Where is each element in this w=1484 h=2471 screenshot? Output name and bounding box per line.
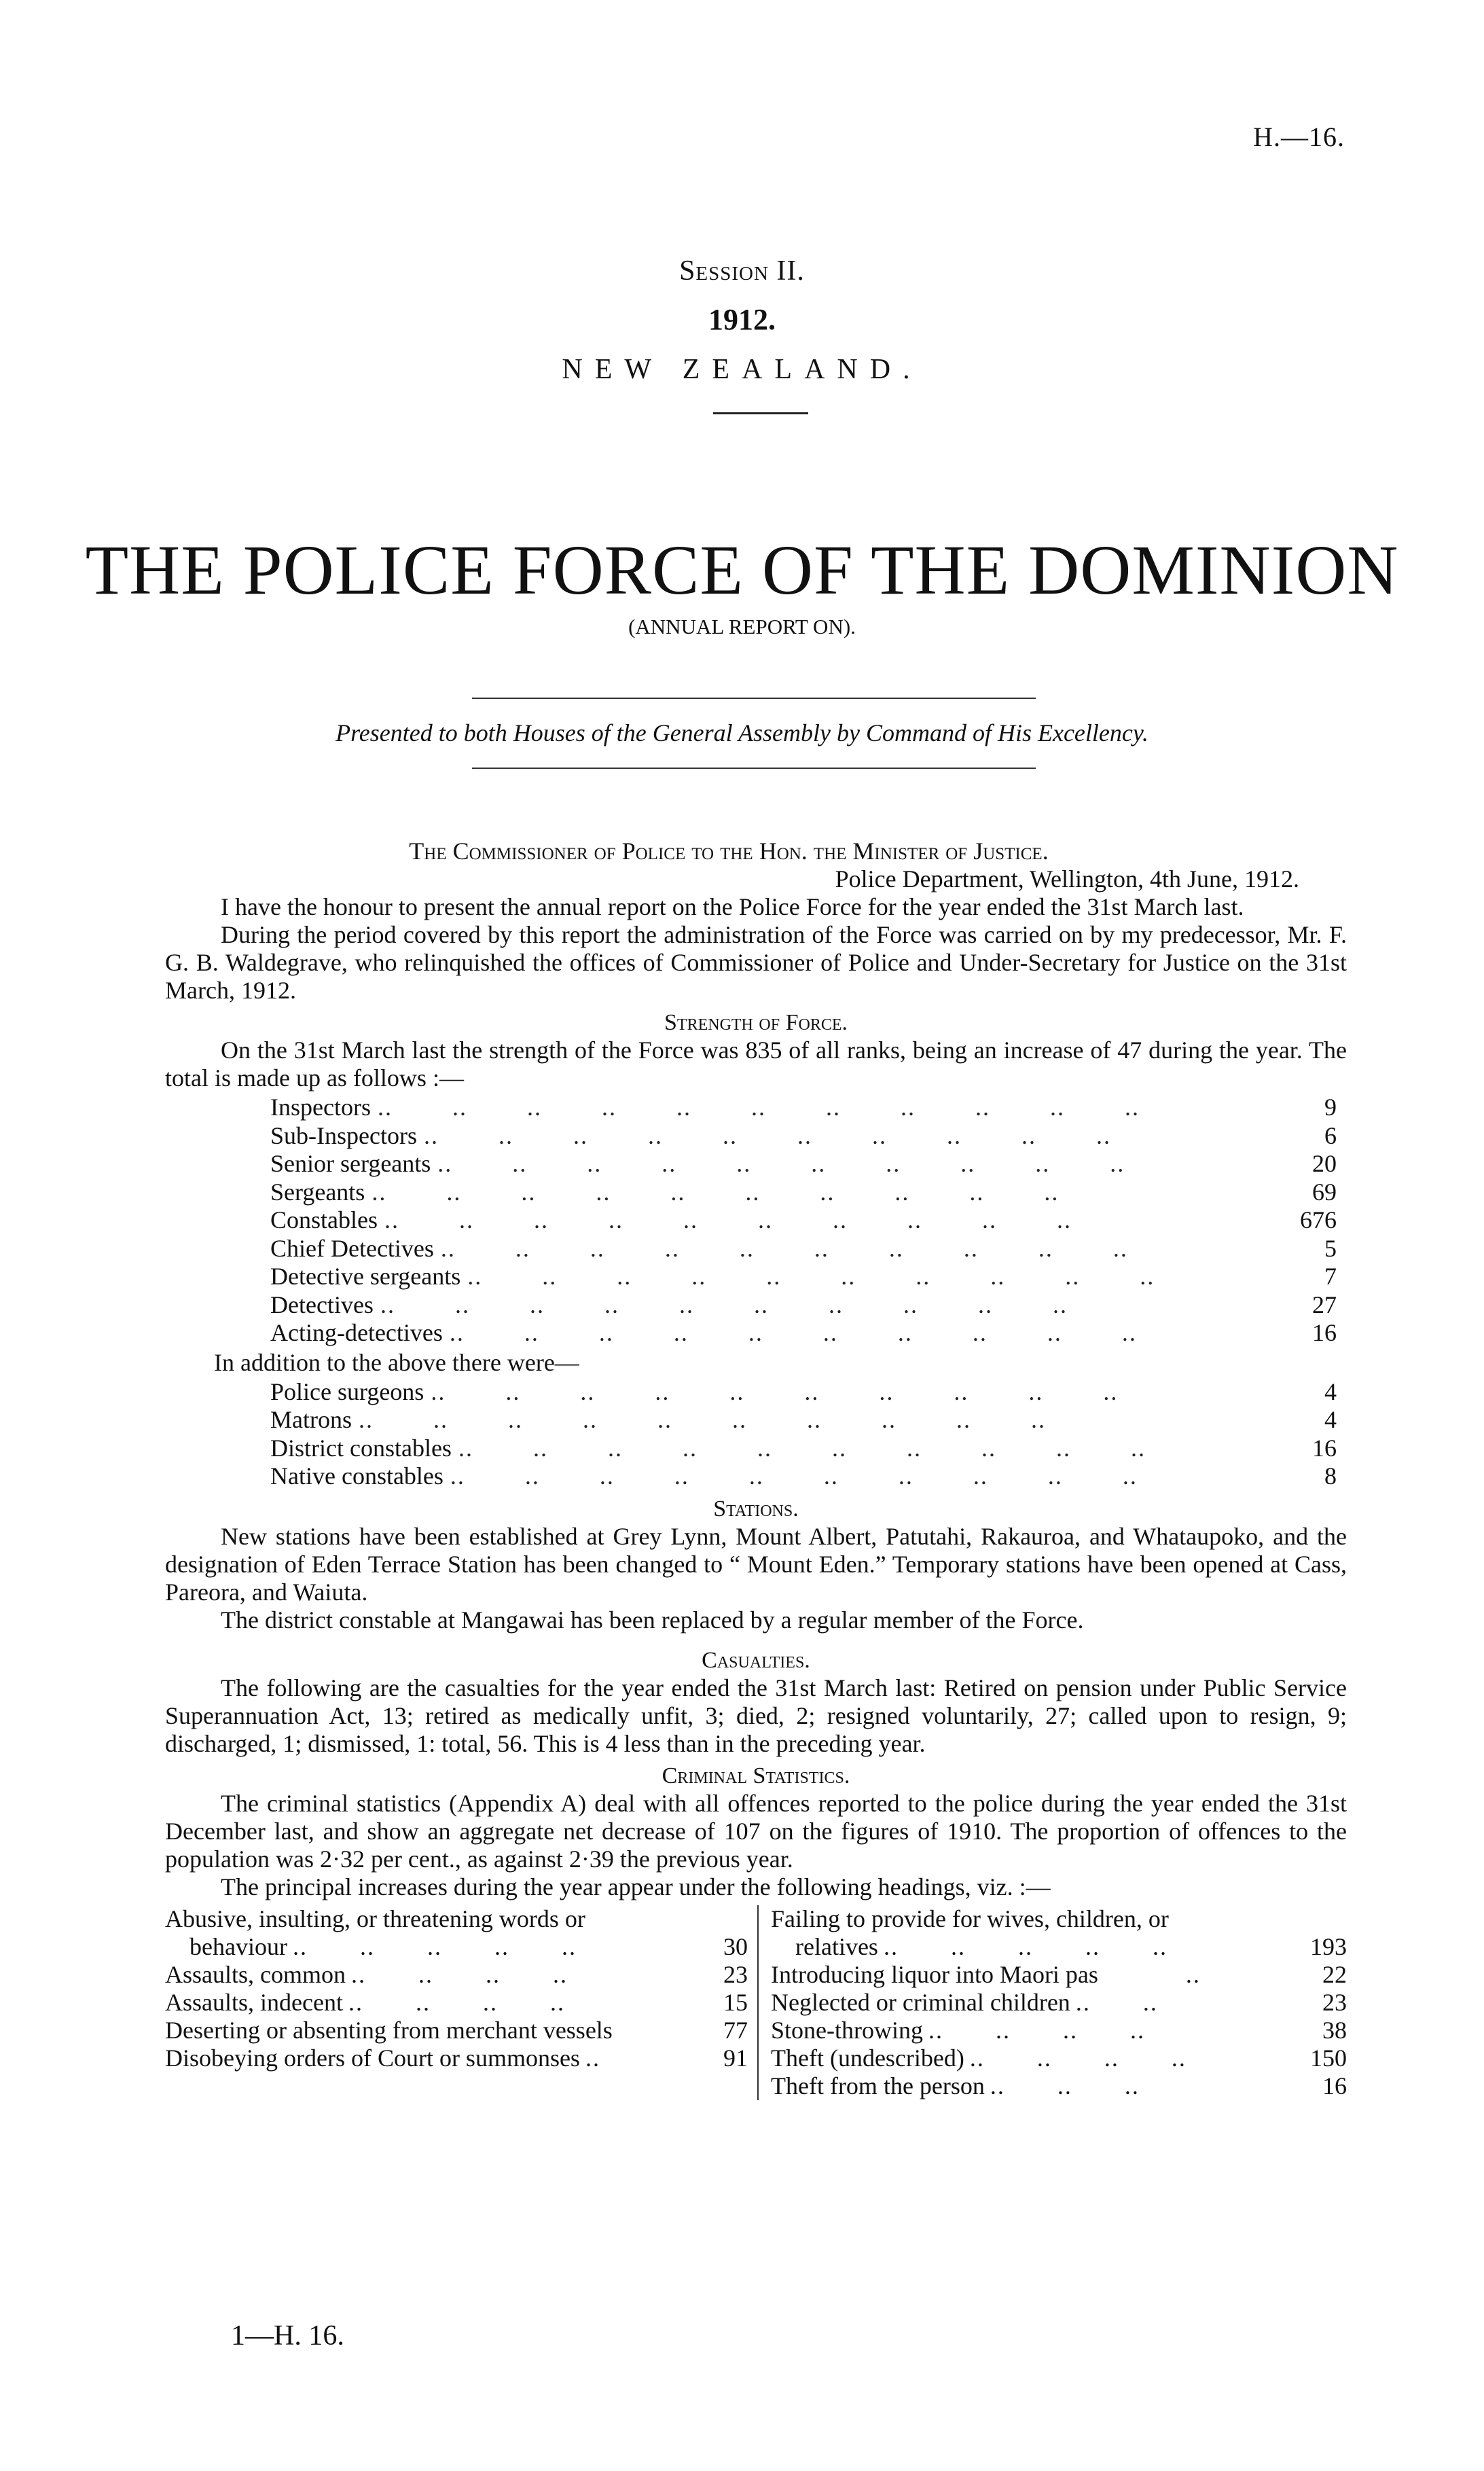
offence-increases-table (165, 1905, 1347, 2100)
title-divider-top (472, 698, 1036, 699)
list-item: Sub-Inspectors .. .. .. .. .. .. .. .. .. .. 6 (270, 1121, 1337, 1149)
additional-intro: In addition to the above there were— (214, 1348, 579, 1376)
list-item: Constables .. .. .. .. .. .. .. .. .. .. 676 (270, 1206, 1337, 1233)
paper-reference: H.—16. (1253, 122, 1345, 152)
section-heading-casualties: Casualties. (702, 1647, 810, 1673)
casualties-paragraph: The following are the casualties for the year ended the 31st March last: Retired on pension under Public Service Superannuation Act, 13; retired as medically unfit, 3; died, 2; resigned voluntarily, 27; called upon to resign, 9; discharged, 1; dismissed, 1: total, 56. This is 4 less than in the preceding year. (165, 1674, 1347, 1757)
list-item: Police surgeons .. .. .. .. .. .. .. .. .. .. 4 (270, 1377, 1337, 1405)
list-item: Inspectors .. .. .. .. .. .. .. .. .. .. .. 9 (270, 1094, 1337, 1121)
table-row: Theft (undescribed) .. .. .. .. 150 (771, 2044, 1347, 2072)
table-row: Introducing liquor into Maori pas .. 22 (771, 1960, 1347, 1988)
offence-column-left (165, 1905, 757, 2100)
table-row: Neglected or criminal children .. .. 23 (771, 1988, 1347, 2016)
letter-dateline: Police Department, Wellington, 4th June, 1912. (835, 865, 1299, 892)
strength-intro: On the 31st March last the strength of the Force was 835 of all ranks, being an increase of 47 during the year. The total is made up as follows :— (165, 1036, 1347, 1092)
list-item: Matrons .. .. .. .. .. .. .. .. .. .. 4 (270, 1406, 1337, 1433)
list-item: Sergeants .. .. .. .. .. .. .. .. .. .. 69 (270, 1178, 1337, 1206)
section-heading-stations: Stations. (713, 1496, 799, 1521)
title-divider-bottom (472, 768, 1036, 769)
table-row: Theft from the person .. .. .. 16 (771, 2072, 1347, 2099)
table-row: Assaults, common .. .. .. .. 23 (165, 1960, 748, 1988)
list-item: Detectives .. .. .. .. .. .. .. .. .. .. 27 (270, 1291, 1337, 1318)
table-row: Stone-throwing .. .. .. .. 38 (771, 2016, 1347, 2044)
ranks-list (270, 1094, 1337, 1348)
table-row: Abusive, insulting, or threatening words or (165, 1905, 585, 1932)
criminal-paragraph: The principal increases during the year appear under the following headings, viz. :— (221, 1873, 1051, 1900)
list-item: District constables .. .. .. .. .. .. .. .. .. .. 16 (270, 1434, 1337, 1462)
section-heading-strength: Strength of Force. (664, 1010, 848, 1035)
table-row: Disobeying orders of Court or summonses .. 91 (165, 2044, 748, 2072)
masthead-divider (713, 412, 808, 414)
page-signature: 1—H. 16. (231, 2320, 344, 2351)
table-row: Deserting or absenting from merchant vessels 77 (165, 2016, 748, 2044)
year-label: 1912. (708, 303, 776, 336)
letter-paragraph: I have the honour to present the annual report on the Police Force for the year ended the 31st March last. (221, 893, 1244, 920)
stations-paragraph: New stations have been established at Grey Lynn, Mount Albert, Patutahi, Rakauroa, and Whataupoko, and the designation of Eden Terrace Station has been changed to “ Mount Eden.” Temporary stations have been opened at Cass, Pareora, and Waiuta. (165, 1522, 1347, 1606)
table-row: Failing to provide for wives, children, or (771, 1905, 1169, 1932)
country-label: NEW ZEALAND. (562, 354, 922, 385)
table-row: relatives .. .. .. .. .. 193 (795, 1932, 1347, 1960)
report-body (165, 837, 1347, 2100)
list-item: Native constables .. .. .. .. .. .. .. .. .. .. 8 (270, 1462, 1337, 1490)
presentation-note: Presented to both Houses of the General Assembly by Command of His Excellency. (336, 719, 1148, 746)
section-heading-criminal: Criminal Statistics. (662, 1763, 850, 1788)
criminal-paragraph: The criminal statistics (Appendix A) deal with all offences reported to the police during the year ended the 31st December last, and show an aggregate net decrease of 107 on the figures of 1910. The proportion of offences to the population was 2·32 per cent., as against 2·39 the previous year. (165, 1789, 1347, 1873)
letter-addressee: The Commissioner of Police to the Hon. the Minister of Justice. (409, 837, 1049, 865)
stations-paragraph: The district constable at Mangawai has been replaced by a regular member of the Force. (221, 1606, 1084, 1634)
table-row: behaviour .. .. .. .. .. 30 (189, 1932, 748, 1960)
offence-column-right (757, 1905, 1347, 2100)
letter-paragraph: During the period covered by this report the administration of the Force was carried on by my predecessor, Mr. F. G. B. Waldegrave, who relinquished the offices of Commissioner of Police and Under-Secretary for Justice on the 31st March, 1912. (165, 921, 1347, 1004)
list-item: Acting-detectives .. .. .. .. .. .. .. .. .. .. 16 (270, 1319, 1337, 1346)
list-item: Senior sergeants .. .. .. .. .. .. .. .. .. .. 20 (270, 1150, 1337, 1177)
list-item: Detective sergeants .. .. .. .. .. .. .. .. .. .. 7 (270, 1263, 1337, 1290)
table-row: Assaults, indecent .. .. .. .. 15 (165, 1988, 748, 2016)
additional-list (270, 1378, 1337, 1491)
session-label: Session II. (679, 255, 805, 287)
list-item: Chief Detectives .. .. .. .. .. .. .. .. .. .. 5 (270, 1234, 1337, 1262)
report-subtitle: (ANNUAL REPORT ON). (628, 615, 856, 638)
report-title: THE POLICE FORCE OF THE DOMINION (85, 531, 1399, 609)
